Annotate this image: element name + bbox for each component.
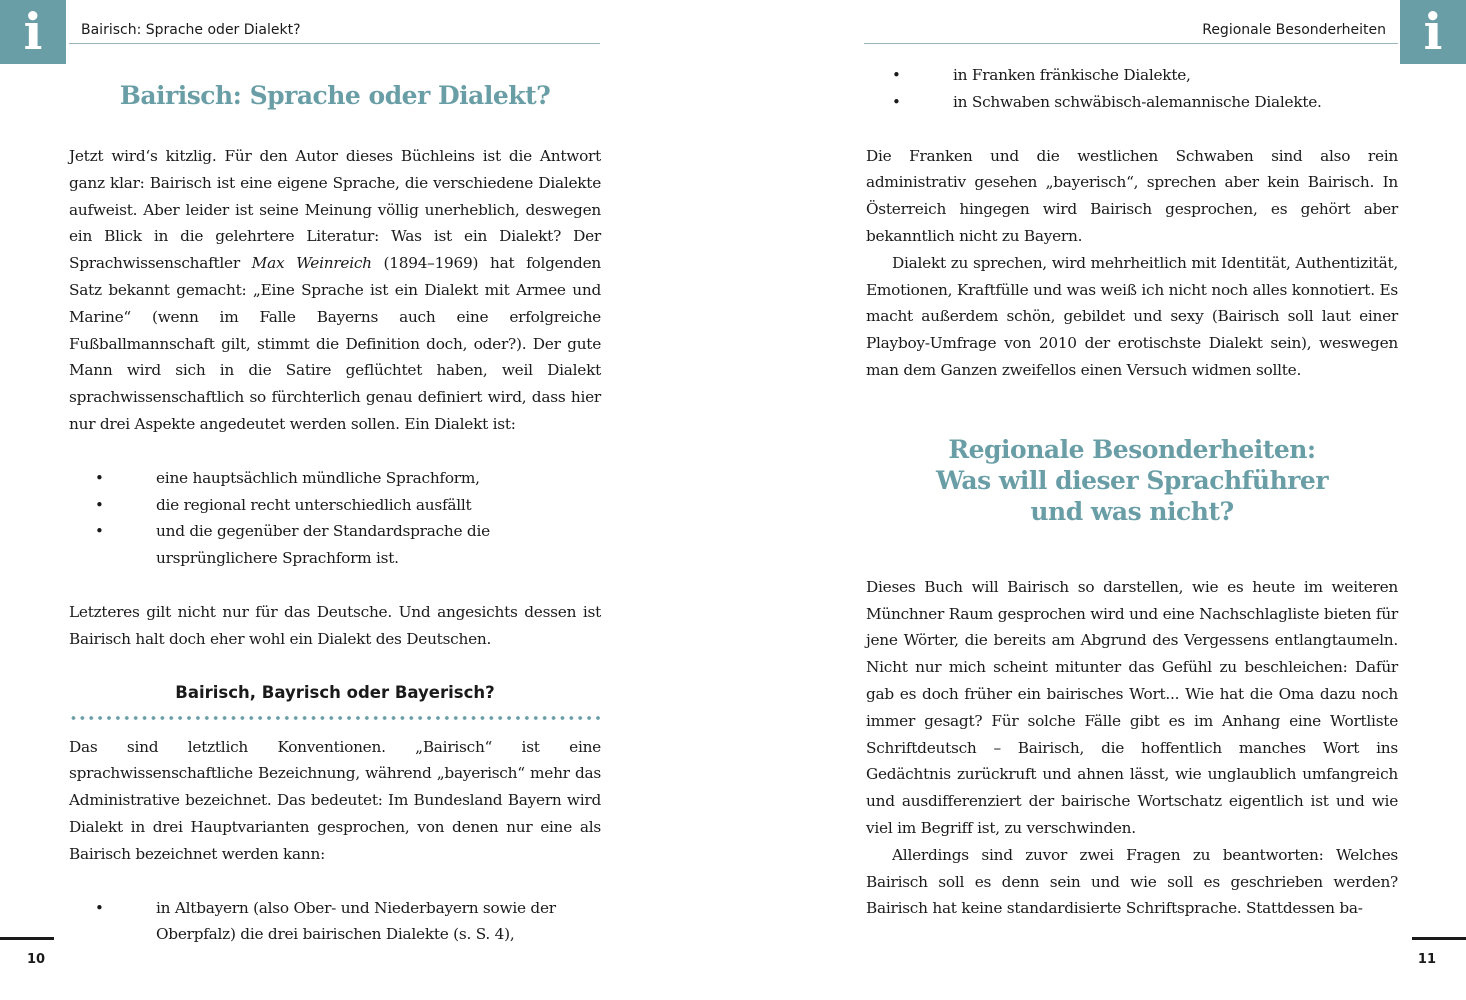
person-name: Max Weinreich [251, 254, 372, 273]
running-head: Bairisch: Sprache oder Dialekt? [81, 22, 301, 38]
dotted-divider [69, 716, 601, 720]
right-page [733, 0, 1466, 1000]
paragraph: Dieses Buch will Bairisch so darstellen, wie es heute im weiteren Münchner Raum gesprochen wird und eine Nachschlagliste bieten für jene Wörter, die bereits am Abgrund des Vergessens entlangtaumeln. Nicht nur mich scheint mitunter das Gefühl zu beschleichen: Dafür gab es doch früher ein bairisches Wort... Wie hat die Oma dazu noch immer gesagt? Für solche Fälle gibt es im Anhang eine Wortliste Schriftdeutsch – Bairisch, die hoffentlich manches Wort ins Gedächtnis zurückruft und ahnen lässt, wie unglaublich umfangreich und ausdifferenziert der bairische Wortschatz eigentlich ist und wie viel im Begriff ist, zu verschwinden. [866, 577, 1398, 837]
bullet-icon: • [892, 92, 901, 111]
list-item: • in Altbayern (also Ober- und Niederbayern sowie der Oberpfalz) die drei bairischen Dialekte (s. S. 4), [69, 895, 601, 949]
bullet-list [69, 895, 601, 949]
bullet-icon: • [95, 898, 104, 917]
paragraph: Dialekt zu sprechen, wird mehrheitlich mit Identität, Authentizität, Emotionen, Kraftfülle und was weiß ich nicht noch alles konnotiert. Es macht außerdem schön, gebildet und sexy (Bairisch soll laut einer Playboy-Umfrage von 2010 der erotischste Dialekt sein), weswegen man dem Ganzen zweifellos einen Versuch widmen sollte. [866, 253, 1398, 379]
bullet-icon: • [95, 468, 104, 487]
paragraph: Jetzt wird‘s kitzlig. Für den Autor dieses Büchleins ist die Antwort ganz klar: Bairisch ist eine eigene Sprache, die verschiedene Dialekte aufweist. Aber leider ist seine Meinung völlig unerheblich, deswegen ein Blick in die gelehrtere Literatur: Was ist ein Dialekt? Der Sprachwissenschaftler Max Weinreich (1894–1969) hat folgenden Satz bekannt gemacht: „Eine Sprache ist ein Dialekt mit Armee und Marine“ (wenn im Falle Bayerns auch eine erfolgreiche Fußballmannschaft gilt, stimmt die Definition doch, oder?). Der gute Mann wird sich in die Satire geflüchtet haben, weil Dialekt sprachwissenschaftlich so fürchterlich genau definiert wird, dass hier nur drei Aspekte angedeutet werden sollen. Ein Dialekt ist: [69, 147, 601, 433]
paragraph: Allerdings sind zuvor zwei Fragen zu beantworten: Welches Bairisch soll es denn sein und wie soll es geschrieben werden? Bairisch hat keine standardisierte Schriftsprache. Stattdessen ba- [866, 845, 1398, 918]
bullet-icon: • [95, 495, 104, 514]
paragraph: Die Franken und die westlichen Schwaben sind also rein administrativ gesehen „bayerisch“, sprechen aber kein Bairisch. In Österreich hingegen wird Bairisch gesprochen, es gehört aber bekanntlich nicht zu Bayern. [866, 146, 1398, 245]
page-number: 11 [1417, 952, 1436, 967]
header-rule [864, 43, 1398, 44]
paragraph: Das sind letztlich Konventionen. „Bairisch“ ist eine sprachwissenschaftliche Bezeichnung, während „bayerisch“ mehr das Administrative bezeichnet. Das bedeutet: Im Bundesland Bayern wird Dialekt in drei Hauptvarianten gesprochen, von denen nur eine als Bairisch bezeichnet werden kann: [69, 737, 601, 863]
list-item: • die regional recht unterschiedlich ausfällt [69, 492, 601, 519]
bullet-list [69, 465, 601, 572]
bullet-list [866, 62, 1398, 116]
right-column [866, 62, 1398, 922]
list-item: • und die gegenüber der Standardsprache die ursprünglichere Sprachform ist. [69, 518, 601, 572]
header-rule [69, 43, 600, 44]
list-item: • in Schwaben schwäbisch-alemannische Dialekte. [866, 89, 1398, 116]
folio-rule [1412, 937, 1466, 940]
bullet-icon: • [95, 522, 104, 541]
list-item: • in Franken fränkische Dialekte, [866, 62, 1398, 89]
section-subheading: Bairisch, Bayrisch oder Bayerisch? [175, 682, 495, 702]
info-icon: i [1400, 0, 1466, 64]
chapter-title: Bairisch: Sprache oder Dialekt? [119, 81, 551, 110]
bullet-icon: • [892, 66, 901, 84]
paragraph: Letzteres gilt nicht nur für das Deutsche. Und angesichts dessen ist Bairisch halt doch eher wohl ein Dialekt des Deutschen. [69, 602, 601, 648]
section-title: Regionale Besonderheiten: Was will dieser Sprachführer und was nicht? [936, 434, 1328, 526]
left-column [69, 80, 601, 948]
folio-rule [0, 937, 54, 940]
info-icon: i [0, 0, 66, 64]
list-item: • eine hauptsächlich mündliche Sprachform, [69, 465, 601, 492]
running-head: Regionale Besonderheiten [1202, 22, 1386, 38]
page-number: 10 [27, 952, 46, 967]
